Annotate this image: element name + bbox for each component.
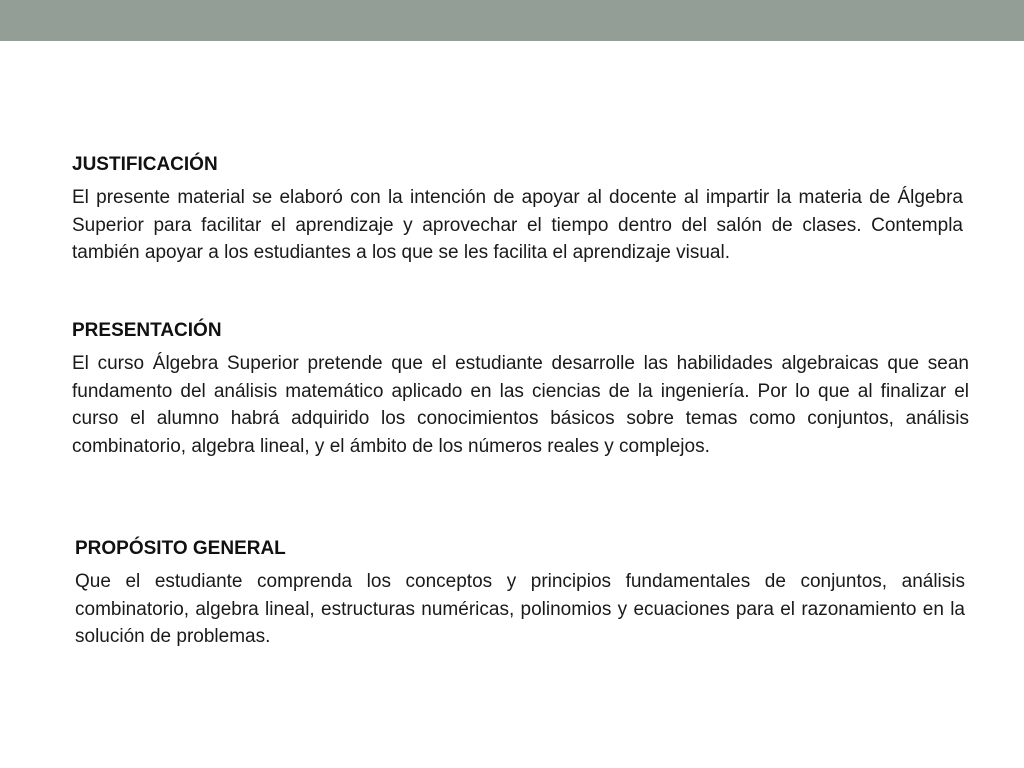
heading-proposito-general: PROPÓSITO GENERAL bbox=[75, 538, 286, 559]
heading-justificacion: JUSTIFICACIÓN bbox=[72, 154, 218, 175]
paragraph-justificacion: El presente material se elaboró con la intención de apoyar al docente al impartir la materia de Álgebra Superior para facilitar el aprendizaje y aprovechar el tiempo dentro del salón de clases. Contempla también apoyar a los estudiantes a los que se les facilita el aprendizaje visual. bbox=[72, 187, 963, 263]
section-presentacion bbox=[72, 318, 969, 460]
top-bar bbox=[0, 0, 1024, 41]
heading-presentacion: PRESENTACIÓN bbox=[72, 320, 222, 341]
paragraph-proposito-general: Que el estudiante comprenda los conceptos y principios fundamentales de conjuntos, análisis combinatorio, algebra lineal, estructuras numéricas, polinomios y ecuaciones para el razonamiento en la solución de problemas. bbox=[75, 571, 965, 647]
section-justificacion bbox=[72, 152, 963, 267]
paragraph-presentacion: El curso Álgebra Superior pretende que el estudiante desarrolle las habilidades algebraicas que sean fundamento del análisis matemático aplicado en las ciencias de la ingeniería. Por lo que al finalizar el curso el alumno habrá adquirido los conocimientos básicos sobre temas como conjuntos, análisis combinatorio, algebra lineal, y el ámbito de los números reales y complejos. bbox=[72, 353, 969, 457]
section-proposito-general bbox=[75, 536, 965, 651]
